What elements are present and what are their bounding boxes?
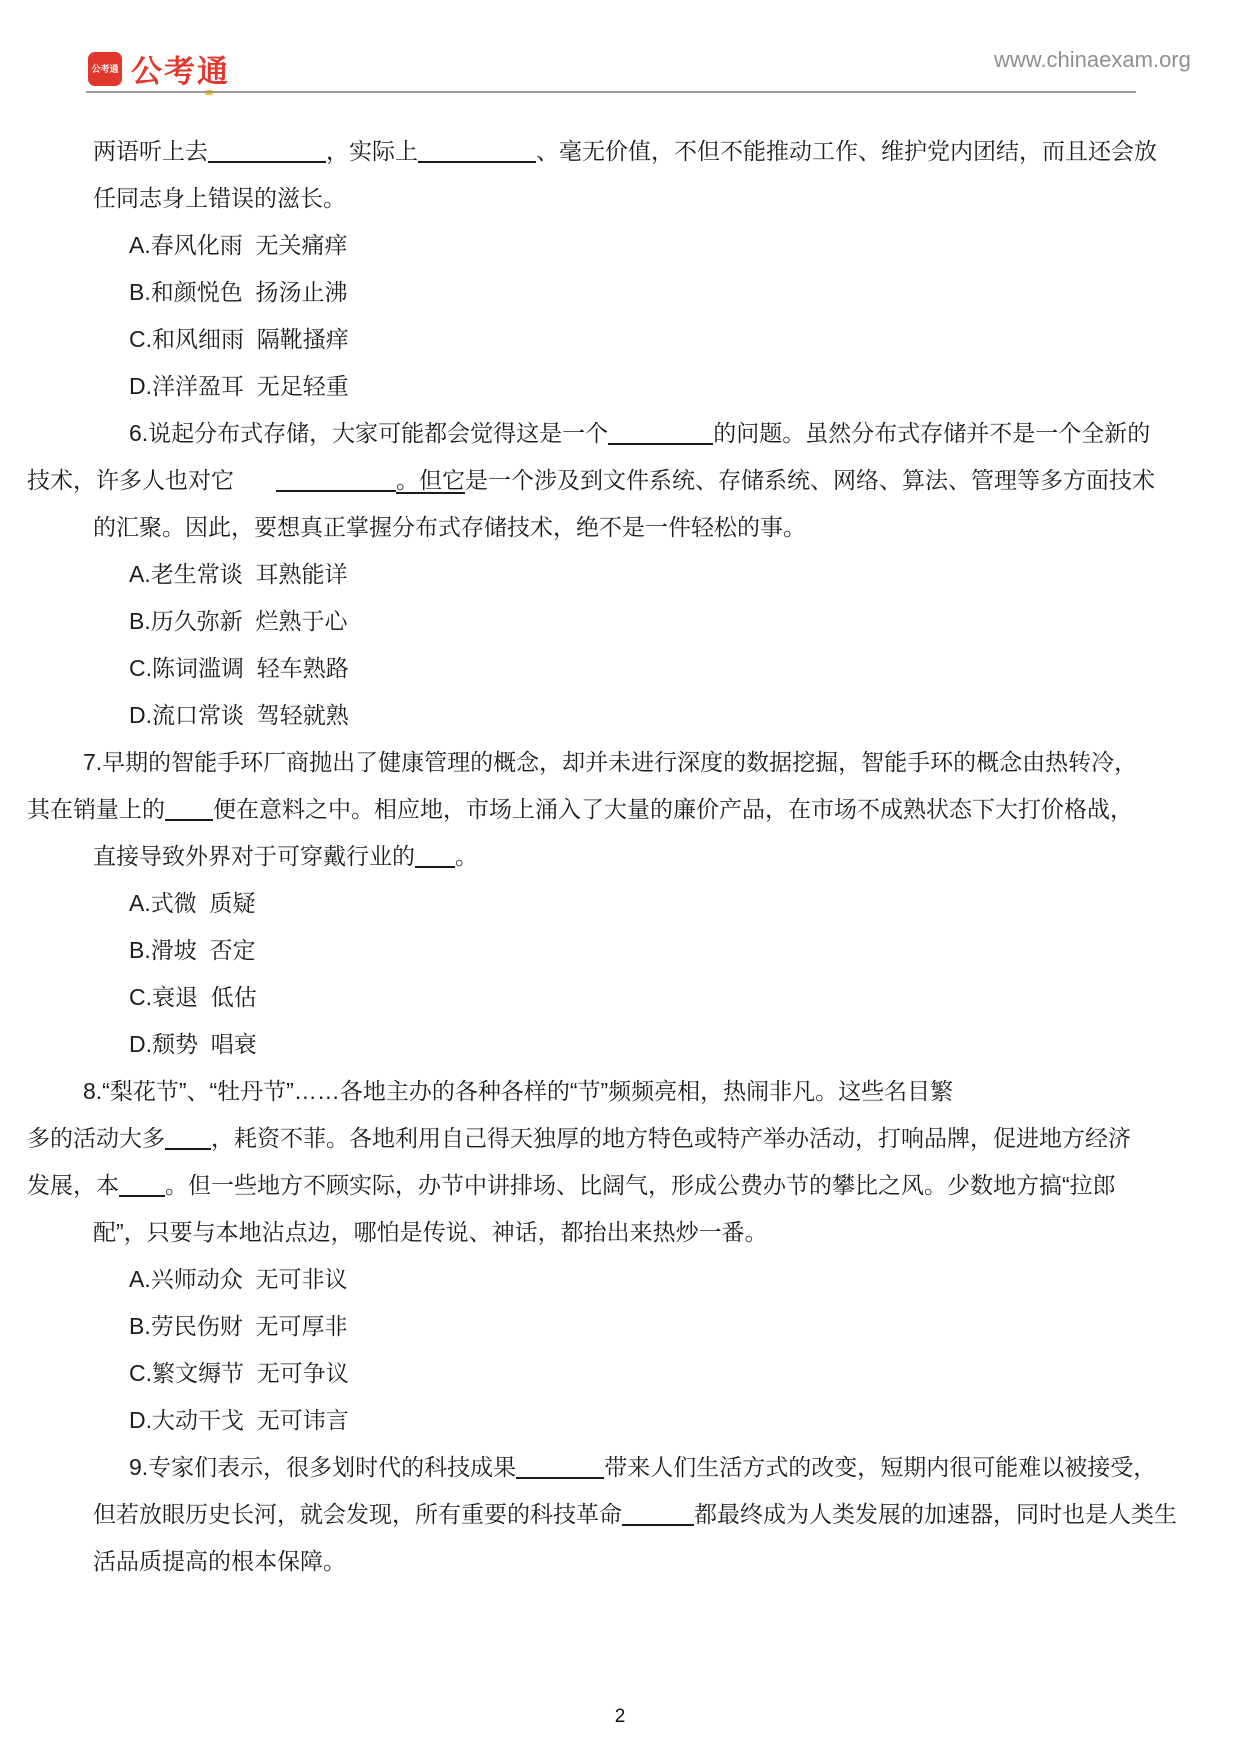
- question-9-text-line: 但若放眼历史长河，就会发现，所有重要的科技革命 都最终成为人类发展的加速器，同时也是人类生: [93, 1501, 1177, 1527]
- fill-in-blank: [608, 443, 713, 445]
- fill-in-blank: [165, 1148, 211, 1150]
- option-item-q8: D.大动干戈 无可讳言: [129, 1407, 349, 1433]
- page-number: 2: [614, 1706, 626, 1727]
- question-6-text-line: 的汇聚。因此，要想真正掌握分布式存储技术，绝不是一件轻松的事。: [93, 514, 806, 540]
- header-divider: [86, 91, 1136, 93]
- option-item-q5: B.和颜悦色 扬汤止沸: [129, 279, 348, 305]
- question-7-text-line: 直接导致外界对于可穿戴行业的 。: [93, 843, 478, 869]
- question-6-text-line: 技术，许多人也对它 。但它是一个涉及到文件系统、存储系统、网络、算法、管理等多方面技术: [27, 467, 1155, 493]
- question-9-text-line: 活品质提高的根本保障。: [93, 1548, 346, 1574]
- gongkaotong-logo-icon: [88, 52, 122, 86]
- page-header: [0, 0, 1240, 118]
- option-item-q5: C.和风细雨 隔靴搔痒: [129, 326, 349, 352]
- question-5-text-line: 两语听上去 ，实际上 、毫无价值，不但不能推动工作、维护党内团结，而且还会放: [93, 138, 1157, 164]
- option-item-q7: C.衰退 低估: [129, 984, 257, 1010]
- question-5-text-line: 任同志身上错误的滋长。: [93, 185, 346, 211]
- option-item-q6: A.老生常谈 耳熟能详: [129, 561, 348, 587]
- fill-in-blank: [208, 161, 326, 163]
- option-item-q5: D.洋洋盈耳 无足轻重: [129, 373, 349, 399]
- question-7-text-line: 7.早期的智能手环厂商抛出了健康管理的概念，却并未进行深度的数据挖掘，智能手环的概念由热转冷，: [83, 749, 1138, 775]
- fill-in-blank: [516, 1477, 604, 1479]
- option-item-q8: A.兴师动众 无可非议: [129, 1266, 348, 1292]
- brand-logo: [88, 46, 230, 91]
- question-8-text-line: 8.“梨花节”、“牡丹节”……各地主办的各种各样的“节”频频亮相，热闹非凡。这些名目繁: [83, 1078, 954, 1104]
- option-item-q8: C.繁文缛节 无可争议: [129, 1360, 349, 1386]
- fill-in-blank: [165, 819, 213, 821]
- logo-badge-text: 公考通: [91, 64, 119, 74]
- exam-question-body: [0, 118, 1240, 1585]
- question-8-text-line: 多的活动大多 ，耗资不菲。各地利用自己得天独厚的地方特色或特产举办活动，打响品牌，促进地方经济: [27, 1125, 1131, 1151]
- underlined-phrase: 。但它: [396, 467, 465, 493]
- question-8-text-line: 发展，本 。但一些地方不顾实际，办节中讲排场、比阔气，形成公费办节的攀比之风。少数地方搞“拉郎: [27, 1172, 1116, 1198]
- option-item-q6: D.流口常谈 驾轻就熟: [129, 702, 349, 728]
- site-url: www.chinaexam.org: [994, 47, 1191, 72]
- brand-name: 公考通: [131, 46, 230, 91]
- question-9-text-line: 9.专家们表示，很多划时代的科技成果 带来人们生活方式的改变，短期内很可能难以被接受，: [129, 1454, 1157, 1480]
- option-item-q6: B.历久弥新 烂熟于心: [129, 608, 348, 634]
- option-item-q7: D.颓势 唱衰: [129, 1031, 257, 1057]
- question-7-text-line: 其在销量上的 便在意料之中。相应地，市场上涌入了大量的廉价产品，在市场不成熟状态下大打价格战，: [27, 796, 1133, 822]
- fill-in-blank: [415, 866, 455, 868]
- fill-in-blank: [418, 161, 536, 163]
- option-item-q6: C.陈词滥调 轻车熟路: [129, 655, 349, 681]
- option-item-q7: A.式微 质疑: [129, 890, 256, 916]
- option-item-q5: A.春风化雨 无关痛痒: [129, 232, 348, 258]
- question-8-text-line: 配”，只要与本地沾点边，哪怕是传说、神话，都抬出来热炒一番。: [93, 1219, 768, 1245]
- question-6-text-line: 6.说起分布式存储，大家可能都会觉得这是一个 的问题。虽然分布式存储并不是一个全新的: [129, 420, 1151, 446]
- fill-in-blank: [119, 1195, 165, 1197]
- fill-in-blank: [276, 490, 396, 492]
- option-item-q7: B.滑坡 否定: [129, 937, 256, 963]
- option-item-q8: B.劳民伤财 无可厚非: [129, 1313, 348, 1339]
- fill-in-blank: [622, 1524, 694, 1526]
